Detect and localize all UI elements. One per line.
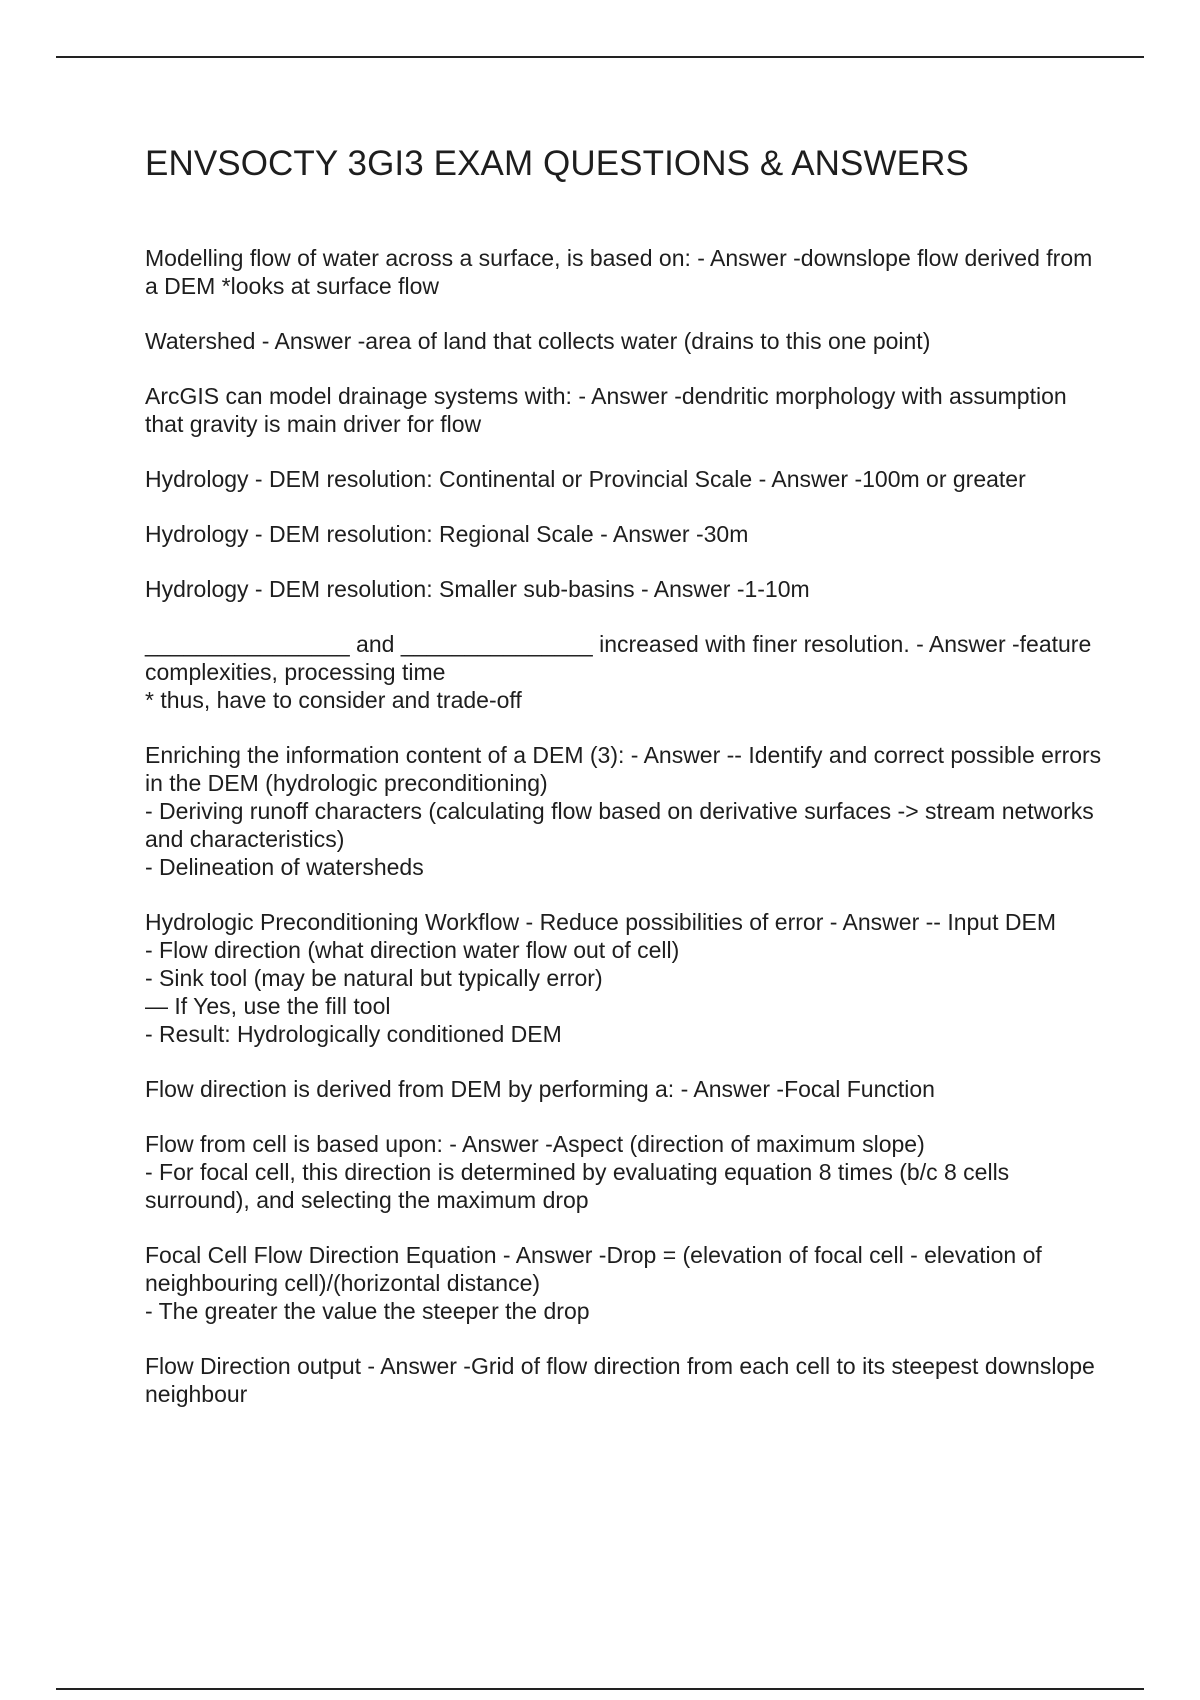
qa-item (145, 327, 1105, 355)
qa-item (145, 244, 1105, 300)
qa-text: Hydrology - DEM resolution: Smaller sub-basins - Answer -1-10m (145, 576, 810, 602)
qa-text: Watershed - Answer -area of land that collects water (drains to this one point) (145, 328, 931, 354)
qa-answer-line: * thus, have to consider and trade-off (145, 687, 522, 713)
qa-text: Flow from cell is based upon: - Answer -Aspect (direction of maximum slope) (145, 1131, 925, 1157)
qa-answer-line: - Sink tool (may be natural but typically error) (145, 965, 603, 991)
qa-answer-line: - The greater the value the steeper the drop (145, 1298, 590, 1324)
qa-answer-line: - Deriving runoff characters (calculating flow based on derivative surfaces -> stream networks and characteristics) (145, 798, 1094, 852)
qa-answer-line: - For focal cell, this direction is determined by evaluating equation 8 times (b/c 8 cells surround), and selecting the maximum drop (145, 1159, 1010, 1213)
qa-answer-line: - Delineation of watersheds (145, 854, 424, 880)
qa-text: Focal Cell Flow Direction Equation - Answer -Drop = (elevation of focal cell - elevation of neighbouring cell)/(horizontal distance) (145, 1242, 1042, 1296)
qa-item (145, 465, 1105, 493)
document-body (145, 143, 1105, 1435)
qa-item (145, 908, 1105, 1048)
qa-item (145, 630, 1105, 714)
qa-text: Flow Direction output - Answer -Grid of flow direction from each cell to its steepest downslope neighbour (145, 1353, 1095, 1407)
qa-text: Flow direction is derived from DEM by performing a: - Answer -Focal Function (145, 1076, 935, 1102)
qa-text: ________________ and _______________ increased with finer resolution. - Answer -feature complexities, processing time (145, 631, 1092, 685)
qa-item (145, 1352, 1105, 1408)
bottom-divider (56, 1688, 1144, 1690)
qa-text: Enriching the information content of a DEM (3): - Answer -- Identify and correct possible errors in the DEM (hydrologic preconditioning) (145, 742, 1102, 796)
qa-item (145, 1130, 1105, 1214)
qa-item (145, 575, 1105, 603)
qa-text: Modelling flow of water across a surface, is based on: - Answer -downslope flow derived from a DEM *looks at surface flow (145, 245, 1093, 299)
qa-answer-line: - Result: Hydrologically conditioned DEM (145, 1021, 562, 1047)
qa-text: ArcGIS can model drainage systems with: - Answer -dendritic morphology with assumption that gravity is main driver for flow (145, 383, 1067, 437)
qa-item (145, 1075, 1105, 1103)
qa-text: Hydrologic Preconditioning Workflow - Reduce possibilities of error - Answer -- Input DEM (145, 909, 1056, 935)
qa-item (145, 741, 1105, 881)
qa-list (145, 244, 1105, 1408)
qa-answer-line: - Flow direction (what direction water flow out of cell) (145, 937, 680, 963)
qa-text: Hydrology - DEM resolution: Continental or Provincial Scale - Answer -100m or greater (145, 466, 1026, 492)
qa-item (145, 1241, 1105, 1325)
qa-item (145, 382, 1105, 438)
page-title: ENVSOCTY 3GI3 EXAM QUESTIONS & ANSWERS (145, 144, 969, 183)
top-divider (56, 56, 1144, 58)
qa-text: Hydrology - DEM resolution: Regional Scale - Answer -30m (145, 521, 749, 547)
qa-answer-line: — If Yes, use the fill tool (145, 993, 391, 1019)
qa-item (145, 520, 1105, 548)
